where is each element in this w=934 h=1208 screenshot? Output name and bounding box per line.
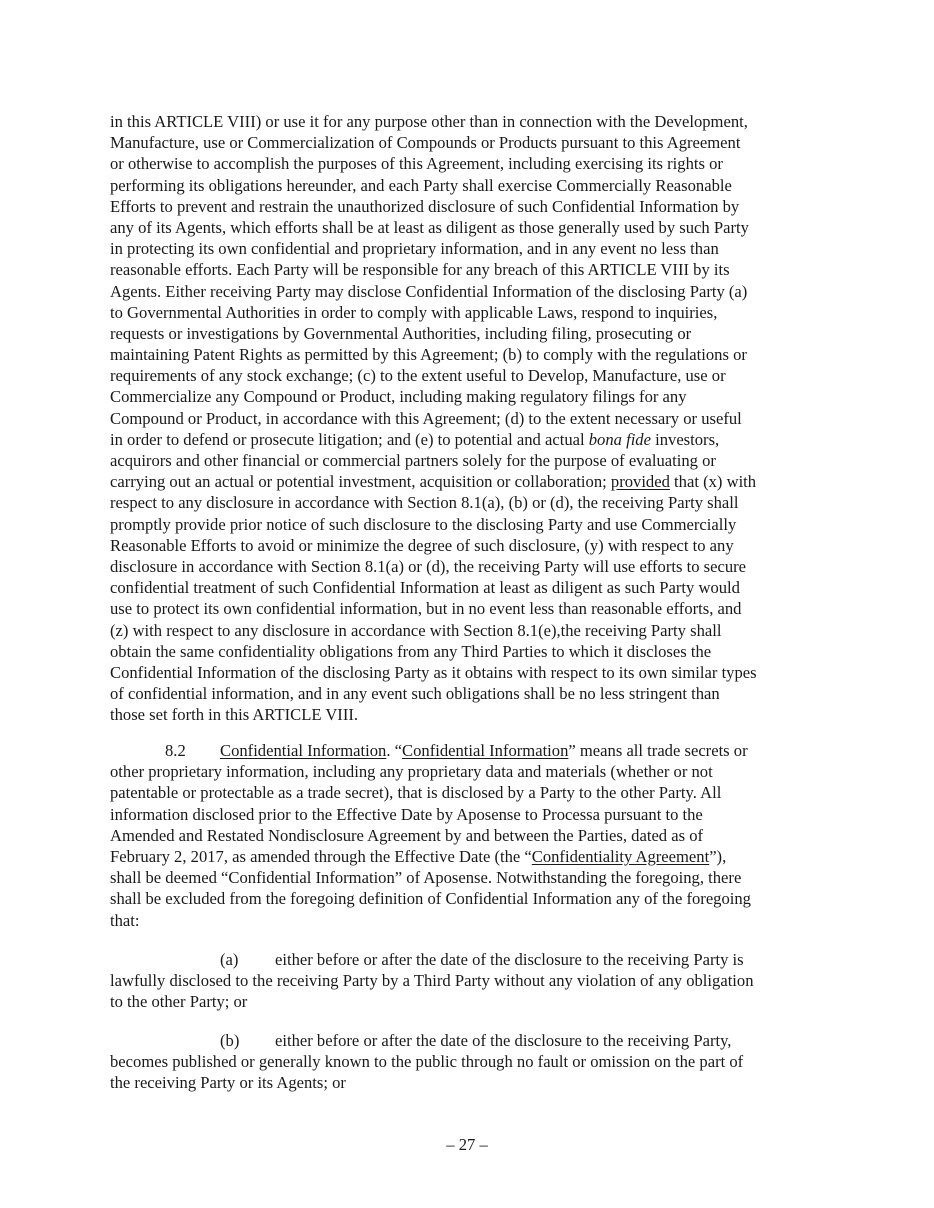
text-line: promptly provide prior notice of such disclosure to the disclosing Party and use Commercially	[110, 514, 737, 534]
text-line: becomes published or generally known to the public through no fault or omission on the part of	[110, 1052, 744, 1072]
text-line: in this ARTICLE VIII) or use it for any purpose other than in connection with the Development,	[110, 112, 748, 131]
section-heading-line	[110, 740, 830, 761]
section-8-2	[110, 740, 830, 931]
text-line: maintaining Patent Rights as permitted by this Agreement; (b) to comply with the regulations or	[110, 345, 747, 365]
paragraph-8-1-continuation	[110, 111, 830, 725]
clause-b	[110, 1030, 830, 1094]
text-line: patentable or protectable as a trade secret), that is disclosed by a Party to the other Party. All	[110, 783, 722, 803]
text-line: disclosure in accordance with Section 8.1(a) or (d), the receiving Party will use efforts to secure	[110, 556, 747, 576]
text-line: respect to any disclosure in accordance with Section 8.1(a), (b) or (d), the receiving Party shall	[110, 493, 739, 513]
text-segment: . “	[386, 741, 403, 760]
text-segment: February 2, 2017, as amended through the Effective Date (the “	[110, 846, 532, 866]
text-line: Commercialize any Compound or Product, including making regulatory filings for any	[110, 387, 687, 407]
page-number: – 27 –	[446, 1135, 488, 1154]
text-line: to Governmental Authorities in order to comply with applicable Laws, respond to inquiries,	[110, 302, 718, 322]
text-segment: either before or after the date of the disclosure to the receiving Party,	[275, 1031, 732, 1050]
text-segment: investors,	[650, 429, 720, 449]
text-line	[110, 471, 830, 492]
text-line: Manufacture, use or Commercialization of Compounds or Products pursuant to this Agreement	[110, 133, 741, 153]
section-heading: Confidential Information	[220, 741, 387, 760]
text-line: Efforts to prevent and restrain the unauthorized disclosure of such Confidential Information by	[110, 196, 740, 216]
text-line: Reasonable Efforts to avoid or minimize the degree of such disclosure, (y) with respect to any	[110, 535, 734, 555]
text-line: obtain the same confidentiality obligations from any Third Parties to which it discloses the	[110, 641, 712, 661]
text-line: acquirors and other financial or commercial partners solely for the purpose of evaluating or	[110, 451, 716, 470]
text-line: performing its obligations hereunder, and each Party shall exercise Commercially Reasonable	[110, 175, 732, 195]
text-line	[110, 429, 830, 450]
text-segment: that (x) with	[669, 472, 757, 492]
text-line: other proprietary information, including any proprietary data and materials (whether or not	[110, 762, 713, 782]
text-line: information disclosed prior to the Effective Date by Aposense to Processa pursuant to the	[110, 804, 703, 824]
text-line: lawfully disclosed to the receiving Party by a Third Party without any violation of any obligation	[110, 971, 754, 991]
text-line: confidential treatment of such Confidential Information at least as diligent as such Party would	[110, 578, 740, 598]
text-line: to the other Party; or	[110, 992, 248, 1012]
clause-label: (b)	[220, 1031, 240, 1050]
clause-a	[110, 949, 830, 1013]
text-line: Compound or Product, in accordance with this Agreement; (d) to the extent necessary or useful	[110, 408, 742, 428]
text-line: reasonable efforts. Each Party will be responsible for any breach of this ARTICLE VIII by its	[110, 260, 730, 280]
text-line: use to protect its own confidential information, but in no event less than reasonable efforts, and	[110, 599, 742, 619]
text-line: (z) with respect to any disclosure in accordance with Section 8.1(e),the receiving Party shall	[110, 620, 722, 640]
text-line: of confidential information, and in any event such obligations shall be no less stringent than	[110, 684, 720, 704]
text-line: Confidential Information of the disclosing Party as it obtains with respect to its own similar types	[110, 662, 757, 682]
text-segment: carrying out an actual or potential investment, acquisition or collaboration;	[110, 472, 611, 492]
text-segment: in order to defend or prosecute litigation; and (e) to potential and actual	[110, 429, 589, 449]
text-line: shall be excluded from the foregoing definition of Confidential Information any of the foregoing	[110, 889, 751, 909]
text-line: Amended and Restated Nondisclosure Agreement by and between the Parties, dated as of	[110, 825, 704, 845]
text-line: requirements of any stock exchange; (c) to the extent useful to Develop, Manufacture, use or	[110, 366, 726, 386]
defined-term-confidentiality-agreement: Confidentiality Agreement	[531, 846, 710, 866]
text-line: Agents. Either receiving Party may disclose Confidential Information of the disclosing Party (a)	[110, 281, 748, 301]
text-line: those set forth in this ARTICLE VIII.	[110, 705, 359, 725]
underlined-term-provided: provided	[610, 472, 670, 492]
section-number: 8.2	[165, 741, 186, 760]
text-line	[110, 846, 830, 867]
text-segment: ” means all trade secrets or	[568, 741, 748, 760]
italic-term-bona-fide: bona fide	[588, 429, 651, 449]
text-line: shall be deemed “Confidential Information” of Aposense. Notwithstanding the foregoing, there	[110, 868, 742, 888]
text-line: in protecting its own confidential and proprietary information, and in any event no less than	[110, 239, 719, 259]
defined-term: Confidential Information	[402, 741, 569, 760]
clause-label: (a)	[220, 950, 239, 969]
text-segment: ”),	[709, 846, 727, 866]
text-line: any of its Agents, which efforts shall be at least as diligent as those generally used by such Party	[110, 217, 749, 237]
text-line: or otherwise to accomplish the purposes of this Agreement, including exercising its rights or	[110, 154, 723, 174]
text-line: the receiving Party or its Agents; or	[110, 1073, 346, 1093]
clause-first-line	[110, 949, 830, 970]
text-line: that:	[110, 910, 140, 930]
clause-first-line	[110, 1030, 830, 1051]
text-segment: either before or after the date of the disclosure to the receiving Party is	[275, 950, 744, 969]
text-line: requests or investigations by Governmental Authorities, including filing, prosecuting or	[110, 323, 692, 343]
